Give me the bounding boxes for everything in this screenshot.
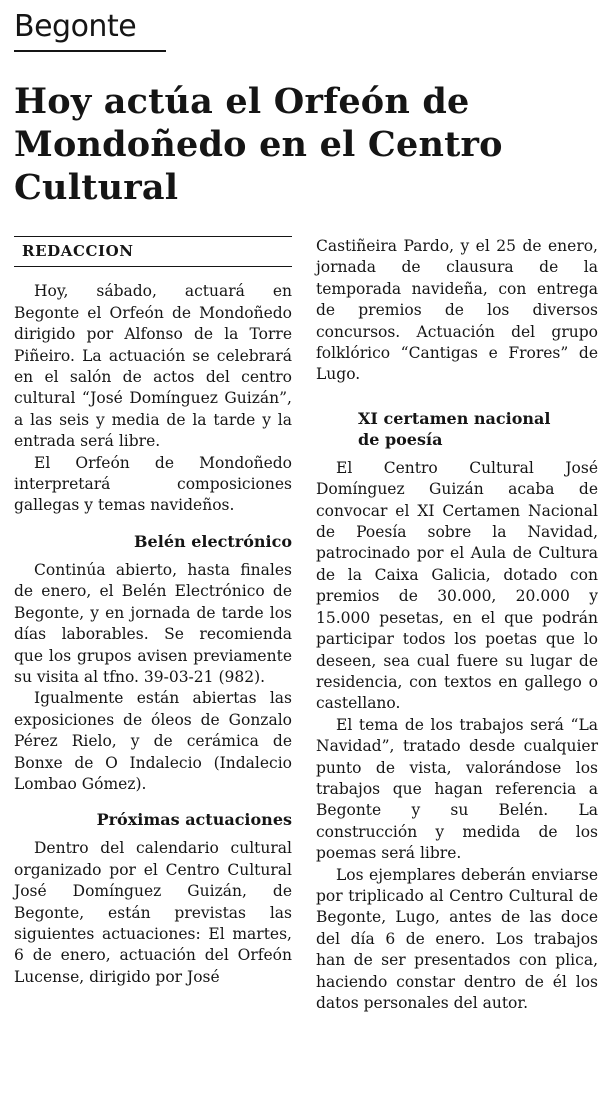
paragraph: Hoy, sábado, actuará en Begonte el Orfeón de Mondoñedo dirigido por Alfonso de la Torre Piñeiro. La actuación se celebrará en el salón de actos del centro cultural “José Domínguez Guizán”, a las seis y media de la tarde y la entrada será libre. (14, 282, 292, 451)
article-column-1 (14, 236, 292, 988)
paragraph: El Orfeón de Mondoñedo interpretará composiciones gallegas y temas navideños. (14, 453, 292, 515)
headline: Hoy actúa el Orfeón de Mondoñedo en el Centro Cultural (14, 81, 503, 208)
byline: REDACCION (22, 242, 134, 260)
paragraph: Los ejemplares deberán enviarse por triplicado al Centro Cultural de Begonte, Lugo, antes de las doce del día 6 de enero. Los trabajos han de ser presentados con plica, haciendo constar dentro de él los datos personales del autor. (316, 865, 598, 1012)
section-tag: Begonte (14, 9, 137, 44)
paragraph: El Centro Cultural José Domínguez Guizán acaba de convocar el XI Certamen Nacional de Poesía sobre la Navidad, patrocinado por el Aula de Cultura de la Caixa Galicia, dotado con premios de 30.000, 20.000 y 15.000 pesetas, en el que podrán participar todos los poetas que lo deseen, sea cual fuere su lugar de residencia, con textos en gallego o castellano. (316, 458, 598, 713)
subheading-belen: Belén electrónico (134, 531, 292, 551)
section-underline (14, 50, 166, 52)
subheading-certamen-line1: XI certamen nacional (358, 408, 551, 428)
subheading-certamen-line2: de poesía (358, 429, 443, 449)
paragraph: Igualmente están abiertas las exposiciones de óleos de Gonzalo Pérez Rielo, y de cerámica de Bonxe de O Indalecio (Indalecio Lombao Gómez). (14, 689, 292, 793)
subheading-certamen (316, 408, 598, 450)
subheading-actuaciones: Próximas actuaciones (96, 810, 292, 830)
paragraph: Dentro del calendario cultural organizado por el Centro Cultural José Domínguez Guizán, de Begonte, están previstas las siguientes actuaciones: El martes, 6 de enero, actuación del Orfeón Lucense, dirigido por José (14, 839, 292, 986)
paragraph: El tema de los trabajos será “La Navidad”, tratado desde cualquier punto de vista, valorándose los trabajos que hagan referencia a Begonte y su Belén. La construcción y medida de los poemas será libre. (316, 715, 598, 863)
article-column-2 (316, 236, 598, 1014)
paragraph: Continúa abierto, hasta finales de enero, el Belén Electrónico de Begonte, y en jornada de tarde los días laborables. Se recomienda que los grupos avisen previamente su visita al tfno. 39-03-21 (982). (14, 560, 292, 686)
byline-box (14, 236, 292, 267)
paragraph-continued: Castiñeira Pardo, y el 25 de enero, jornada de clausura de la temporada navideña, con entrega de premios de los diversos concursos. Actuación del grupo folklórico “Cantigas e Frores” de Lugo. (316, 237, 598, 384)
